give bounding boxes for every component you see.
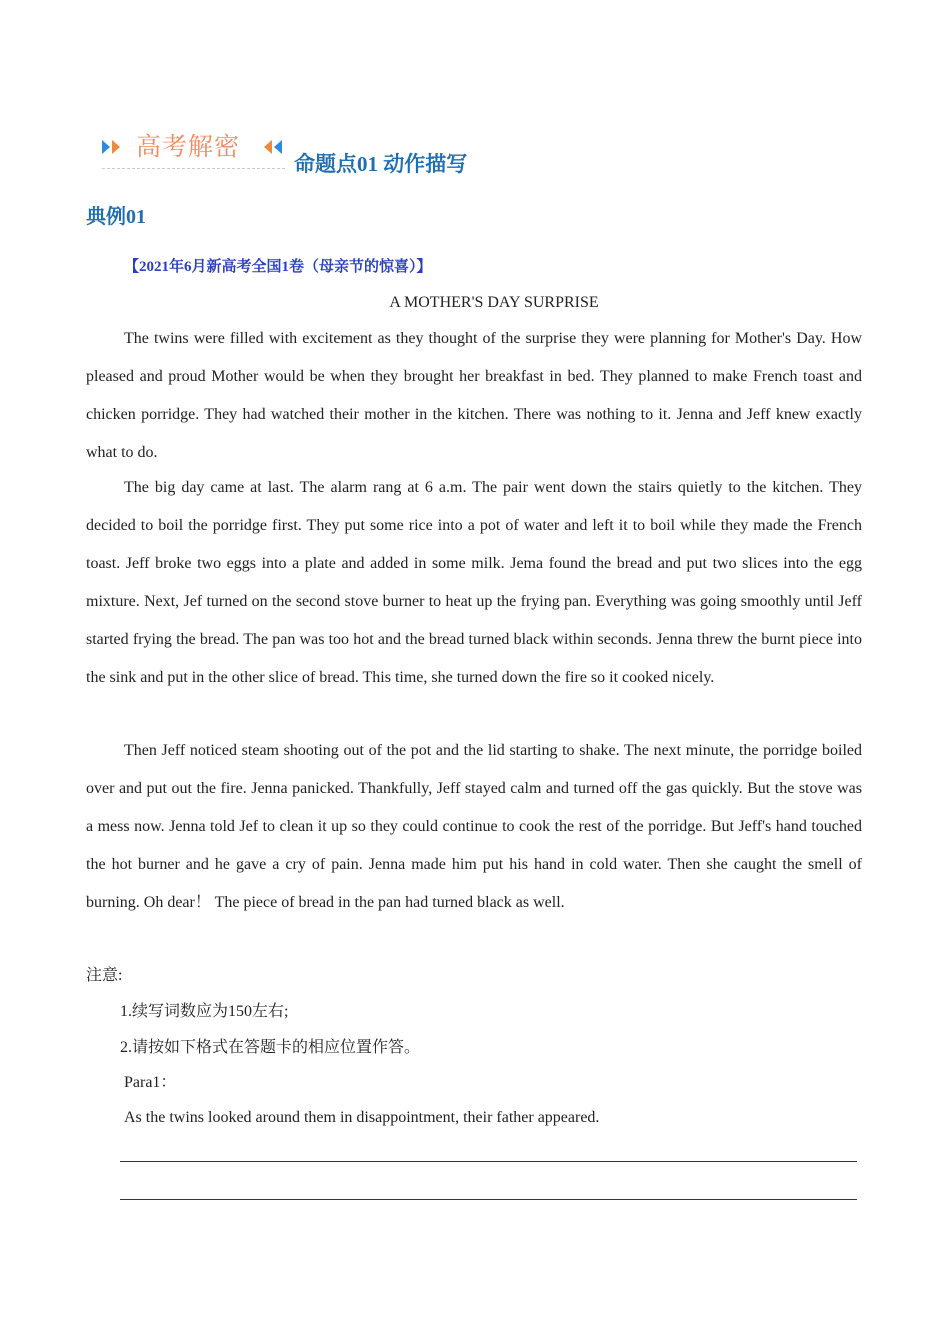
story-paragraph-1: The twins were filled with excitement as they thought of the surprise they were planning for Mother's Day. How pleased and proud Mother would be when they brought her breakfast in bed. They planned to make French toast and chicken porridge. They had watched their mother in the kitchen. There was nothing to it. Jenna and Jeff knew exactly what to do. [86,330,862,461]
exam-source: 【2021年6月新高考全国1卷（母亲节的惊喜）】 [124,259,432,275]
note-item: 1.续写词数应为150左右; [120,1003,289,1020]
story-paragraph-2: The big day came at last. The alarm rang at 6 a.m. The pair went down the stairs quietly to the kitchen. They decided to boil the porridge first. They put some rice into a pot of water and left it to boil while they made the French toast. Jeff broke two eggs into a plate and added in some milk. Jema found the bread and put two slices into the egg mixture. Next, Jef turned on the second stove burner to heat up the frying pan. Everything was going smoothly until Jeff started frying the bread. The pan was too hot and the bread turned black within seconds. Jenna threw the burnt piece into the sink and put in the other slice of bread. This time, she turned down the fire so it cooked nicely. [86,479,862,686]
example-title: 典例01 [86,206,146,228]
double-arrow-left-icon [262,138,290,156]
para-label: Para1： [124,1074,177,1091]
section-title: 命题点01 动作描写 [294,152,468,176]
answer-line[interactable] [120,1161,857,1162]
answer-line[interactable] [120,1199,857,1200]
banner-divider [102,168,285,169]
notes-label: 注意: [86,967,123,984]
story-title: A MOTHER'S DAY SURPRISE [389,294,599,311]
banner-badge-text: 高考解密 [136,132,241,161]
story-paragraph-3: Then Jeff noticed steam shooting out of the pot and the lid starting to shake. The next minute, the porridge boiled over and put out the fire. Jenna panicked. Thankfully, Jeff stayed calm and turned off the gas quickly. But the stove was a mess now. Jenna told Jef to clean it up so they could continue to cook the rest of the porridge. But Jeff's hand touched the hot burner and he gave a cry of pain. Jenna made him put his hand in cold water. Then she caught the smell of burning. Oh dear！ The piece of bread in the pan had turned black as well. [86,742,862,911]
double-arrow-right-icon [100,138,128,156]
note-item: 2.请按如下格式在答题卡的相应位置作答。 [120,1039,421,1056]
continuation-prompt: As the twins looked around them in disappointment, their father appeared. [124,1109,600,1126]
